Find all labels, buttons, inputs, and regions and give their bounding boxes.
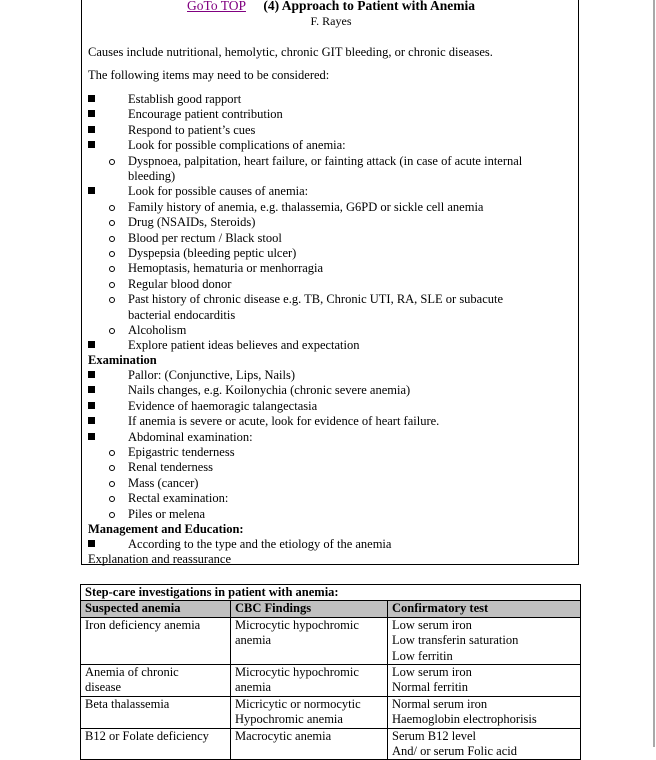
circle-bullet-icon <box>109 450 115 456</box>
bullet-item <box>88 399 568 414</box>
item-text: If anemia is severe or acute, look for evidence of heart failure. <box>128 414 440 429</box>
circle-bullet-icon <box>109 512 115 518</box>
circle-bullet-icon <box>109 220 115 226</box>
square-bullet-icon <box>88 95 95 102</box>
item-text: Evidence of haemoragic talangectasia <box>128 398 318 413</box>
table-row <box>81 696 581 728</box>
causes-text: Causes include nutritional, hemolytic, chronic GIT bleeding, or chronic diseases. <box>88 45 493 59</box>
table-caption: Step-care investigations in patient with anemia: <box>81 585 581 601</box>
item-text: Look for possible complications of anemia: <box>128 138 346 153</box>
cell-confirmatory <box>388 696 581 728</box>
consider-text: The following items may need to be considered: <box>88 68 330 82</box>
item-text: Piles or melena <box>128 506 206 521</box>
column-header-suspected: Suspected anemia <box>81 601 231 617</box>
bullet-item <box>88 368 568 383</box>
item-text: Establish good rapport <box>128 92 242 106</box>
item-text: Dyspnoea, palpitation, heart failure, or fainting attack (in case of acute internal <box>128 153 523 168</box>
square-bullet-icon <box>88 110 95 117</box>
cell-line: Low serum iron <box>392 617 472 632</box>
table-header-row <box>81 601 581 617</box>
sub-item <box>88 476 568 491</box>
cell-line: Normal serum iron <box>392 696 488 711</box>
cell-cbc <box>231 728 388 760</box>
square-bullet-icon <box>88 341 95 348</box>
cell-line: Iron deficiency anemia <box>85 617 201 632</box>
page-title: (4) Approach to Patient with Anemia <box>263 0 475 13</box>
item-text: Look for possible causes of anemia: <box>128 184 309 199</box>
bullet-item <box>88 184 568 199</box>
sub-item <box>88 154 568 185</box>
square-bullet-icon <box>88 417 95 424</box>
item-text: Alcoholism <box>128 323 187 337</box>
circle-bullet-icon <box>109 282 115 288</box>
square-bullet-icon <box>88 371 95 378</box>
item-text: Explore patient ideas believes and expectation <box>128 338 360 353</box>
cell-suspected <box>81 696 231 728</box>
sub-item <box>88 292 568 323</box>
sub-item <box>88 277 568 292</box>
cell-line: anemia <box>235 680 272 695</box>
page-edge <box>653 0 655 747</box>
item-text-continuation: bleeding) <box>128 168 176 183</box>
bullet-item <box>88 383 568 398</box>
cell-line: Anemia of chronic <box>85 665 179 680</box>
management-plain-text: Explanation and reassurance <box>88 552 231 566</box>
square-bullet-icon <box>88 540 95 547</box>
cell-suspected <box>81 665 231 697</box>
item-text: Abdominal examination: <box>128 429 253 444</box>
sub-item <box>88 261 568 276</box>
cell-line: Normal ferritin <box>392 680 469 695</box>
circle-bullet-icon <box>109 328 115 334</box>
table-row <box>81 728 581 760</box>
sub-item <box>88 460 568 475</box>
cell-line: Low serum iron <box>392 665 472 680</box>
cell-cbc <box>231 696 388 728</box>
circle-bullet-icon <box>109 236 115 242</box>
item-text: Rectal examination: <box>128 491 229 506</box>
circle-bullet-icon <box>109 266 115 272</box>
cell-confirmatory <box>388 728 581 760</box>
cell-suspected <box>81 617 231 664</box>
sub-item <box>88 246 568 261</box>
author: F. Rayes <box>310 14 352 28</box>
management-heading: Management and Education: <box>88 522 244 536</box>
table-row <box>81 617 581 664</box>
sub-item <box>88 200 568 215</box>
management-bullet-text: According to the type and the etiology of the anemia <box>128 537 392 551</box>
sub-item <box>88 231 568 246</box>
item-text: Renal tenderness <box>128 460 214 475</box>
bullet-item <box>88 123 568 138</box>
item-text: Mass (cancer) <box>128 475 199 490</box>
cell-line: disease <box>85 680 122 695</box>
sub-item <box>88 445 568 460</box>
circle-bullet-icon <box>109 159 115 165</box>
item-text: Respond to patient’s cues <box>128 122 256 137</box>
title-line <box>82 0 580 13</box>
item-text: Drug (NSAIDs, Steroids) <box>128 215 256 230</box>
item-text: Hemoptasis, hematuria or menhorragia <box>128 261 324 276</box>
circle-bullet-icon <box>109 465 115 471</box>
item-text: Nails changes, e.g. Koilonychia (chronic severe anemia) <box>128 383 411 398</box>
cell-suspected <box>81 728 231 760</box>
item-text: Blood per rectum / Black stool <box>128 230 282 245</box>
table-body <box>81 617 581 760</box>
circle-bullet-icon <box>109 205 115 211</box>
cell-line: Microcytic hypochromic <box>235 665 359 680</box>
investigations-table <box>80 584 581 760</box>
cell-line: Micricytic or normocytic <box>235 696 361 711</box>
sub-item <box>88 507 568 522</box>
cell-line: Macrocytic anemia <box>235 728 332 743</box>
cell-line: Serum B12 level <box>392 728 477 743</box>
cell-line: Hypochromic anemia <box>235 712 343 727</box>
content-box <box>81 0 579 565</box>
cell-line: Haemoglobin electrophorisis <box>392 712 537 727</box>
item-text: Epigastric tenderness <box>128 445 235 459</box>
cell-line: B12 or Folate deficiency <box>85 728 209 743</box>
square-bullet-icon <box>88 402 95 409</box>
sub-item <box>88 491 568 506</box>
item-text: Regular blood donor <box>128 276 232 291</box>
item-text: Dyspepsia (bleeding peptic ulcer) <box>128 246 297 260</box>
item-text: Family history of anemia, e.g. thalassemia, G6PD or sickle cell anemia <box>128 199 484 214</box>
square-bullet-icon <box>88 386 95 393</box>
item-text: Pallor: (Conjunctive, Lips, Nails) <box>128 368 295 382</box>
bullet-item <box>88 430 568 445</box>
management-bullet <box>88 537 568 552</box>
cell-line: Microcytic hypochromic <box>235 617 359 632</box>
column-header-cbc: CBC Findings <box>231 601 388 617</box>
cell-line: And/ or serum Folic acid <box>392 744 517 759</box>
bullet-item <box>88 138 568 153</box>
item-text: Encourage patient contribution <box>128 107 283 122</box>
circle-bullet-icon <box>109 496 115 502</box>
cell-line: Low ferritin <box>392 648 453 663</box>
cell-cbc <box>231 617 388 664</box>
circle-bullet-icon <box>109 251 115 257</box>
column-header-confirmatory: Confirmatory test <box>388 601 581 617</box>
cell-line: anemia <box>235 633 272 648</box>
sub-item <box>88 323 568 338</box>
square-bullet-icon <box>88 187 95 194</box>
item-text-continuation: bacterial endocarditis <box>128 307 236 322</box>
table-row <box>81 665 581 697</box>
square-bullet-icon <box>88 141 95 148</box>
bullet-item <box>88 338 568 353</box>
cell-line: Low transferin saturation <box>392 633 519 648</box>
square-bullet-icon <box>88 126 95 133</box>
cell-line: Beta thalassemia <box>85 696 170 711</box>
cell-confirmatory <box>388 665 581 697</box>
bullet-item <box>88 414 568 429</box>
goto-top-link[interactable]: GoTo TOP <box>187 0 246 13</box>
item-text: Past history of chronic disease e.g. TB, Chronic UTI, RA, SLE or subacute <box>128 292 504 307</box>
square-bullet-icon <box>88 433 95 440</box>
bullet-item <box>88 92 568 107</box>
sub-item <box>88 215 568 230</box>
circle-bullet-icon <box>109 297 115 303</box>
examination-heading: Examination <box>88 353 157 367</box>
cell-confirmatory <box>388 617 581 664</box>
cell-cbc <box>231 665 388 697</box>
bullet-item <box>88 107 568 122</box>
circle-bullet-icon <box>109 481 115 487</box>
